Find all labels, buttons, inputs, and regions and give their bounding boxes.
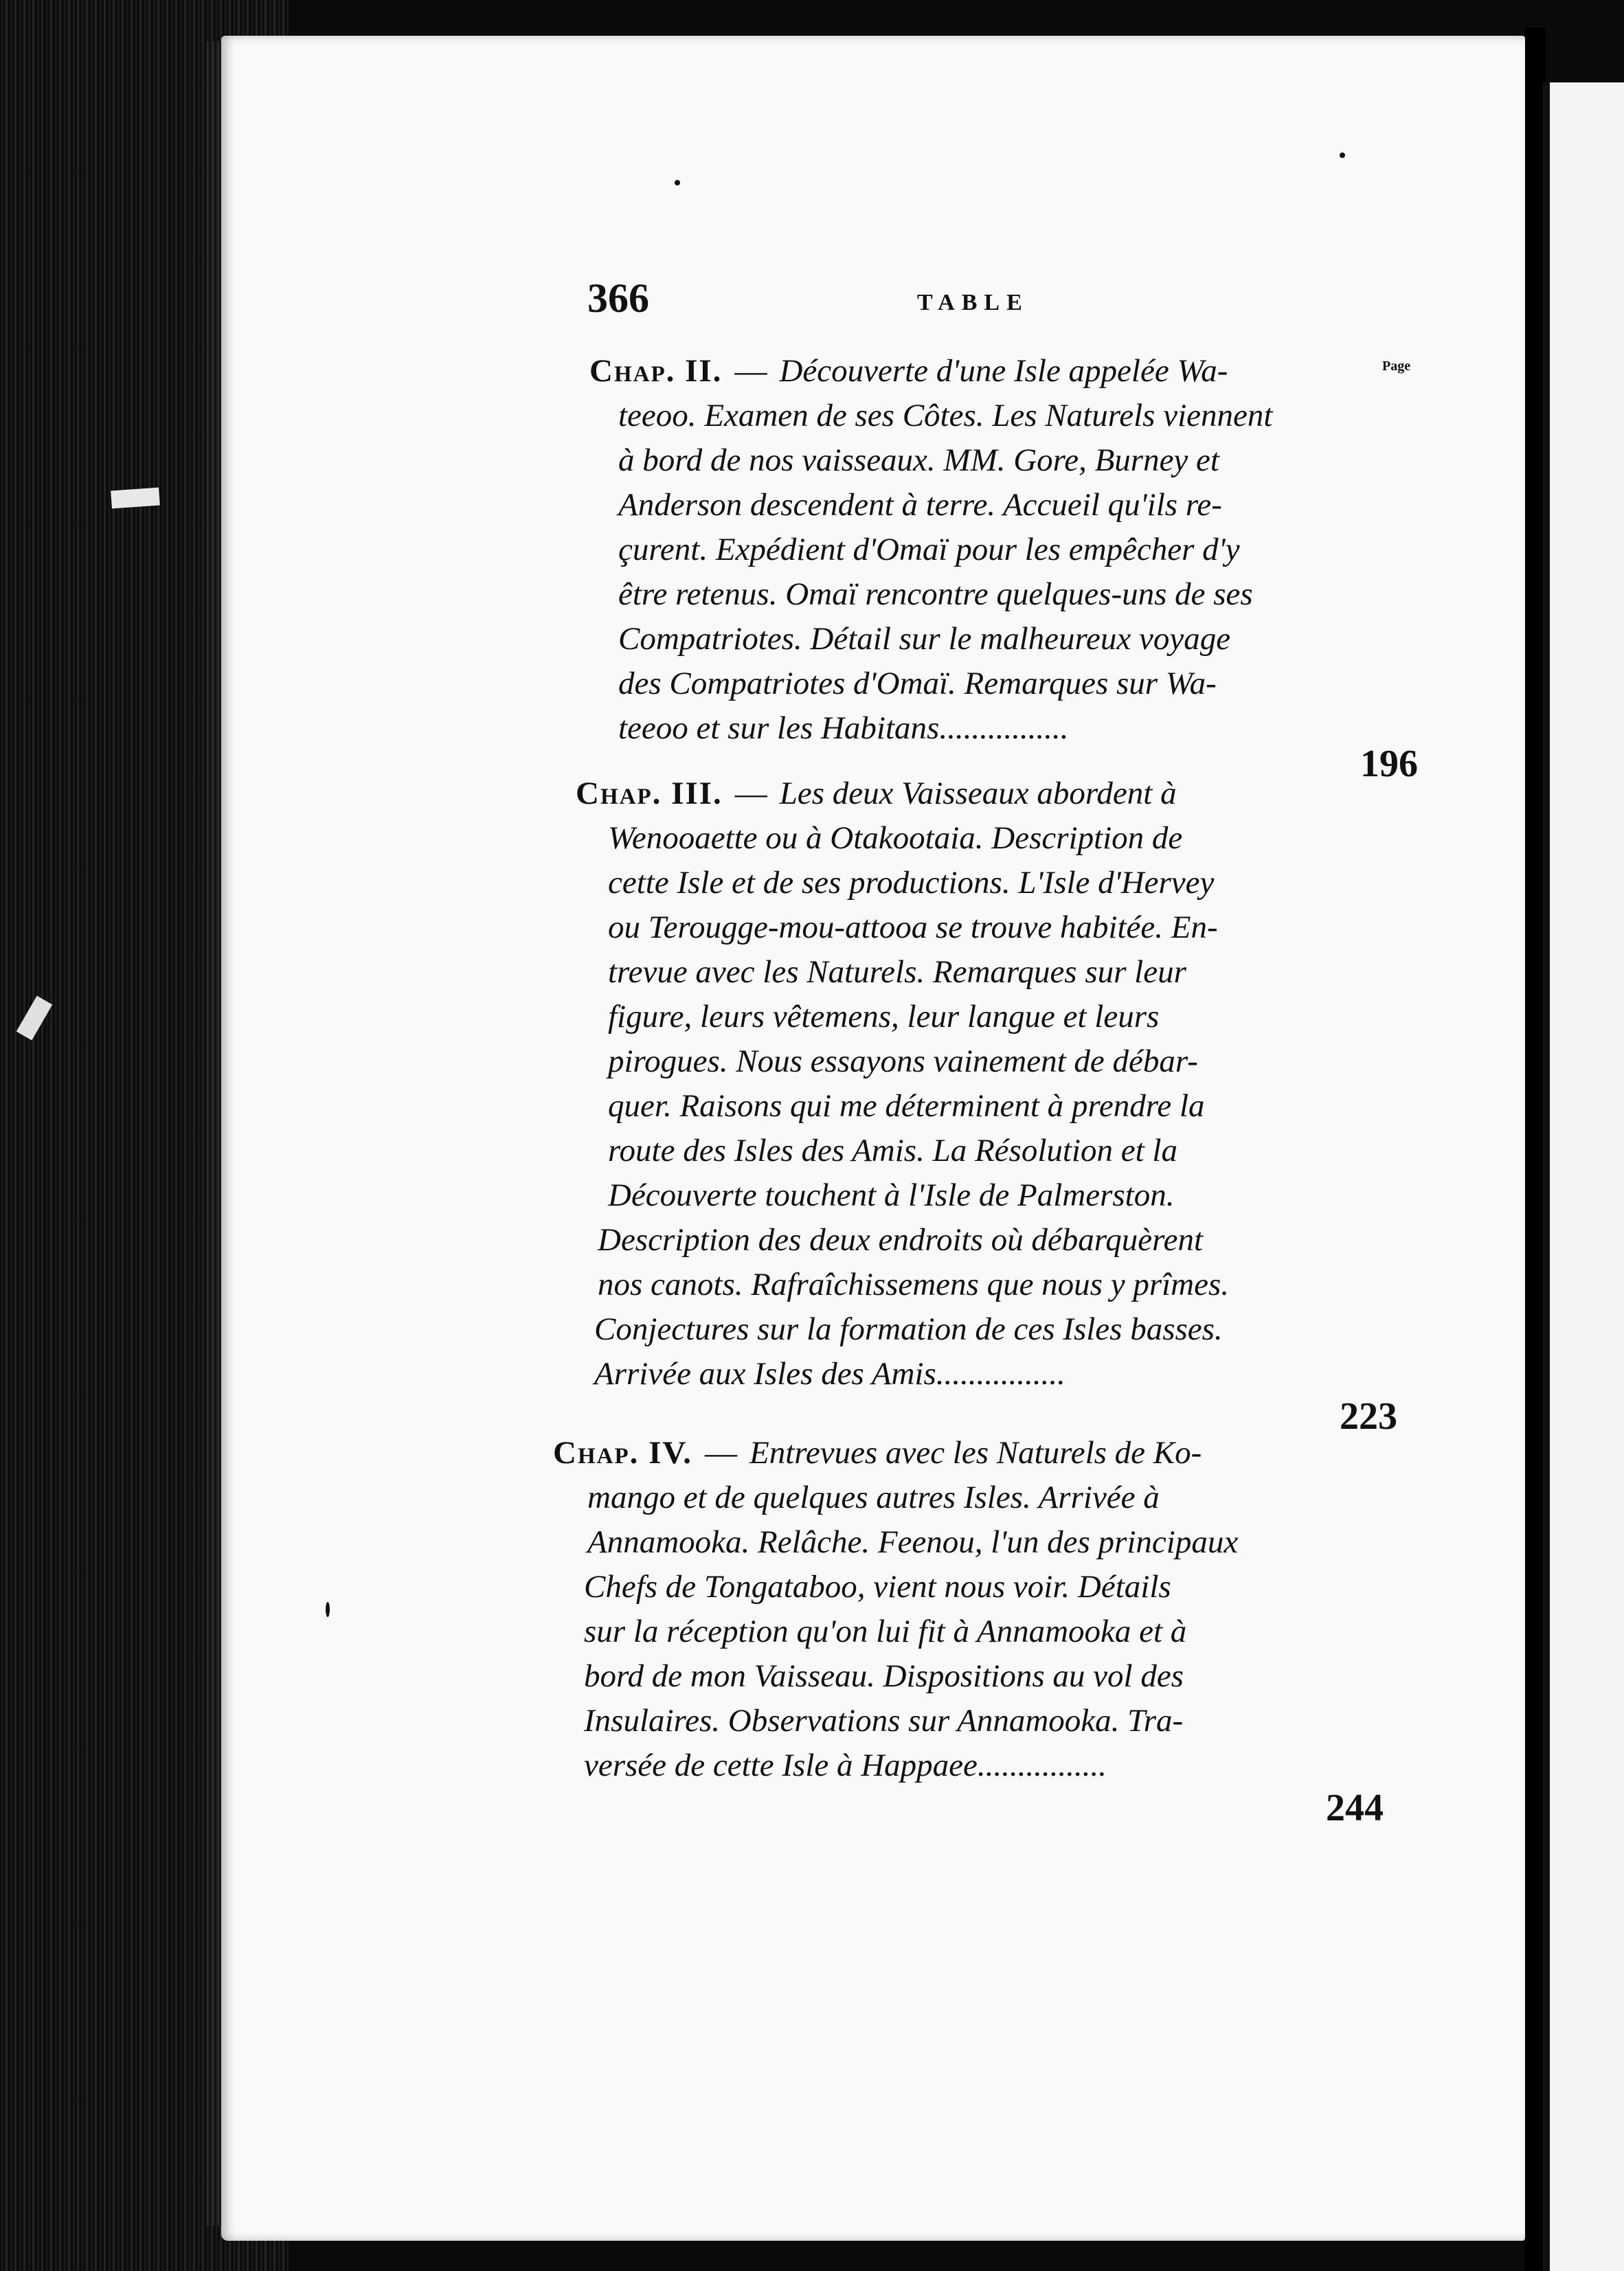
entry-line: teeoo et sur les Habitans................ — [618, 710, 1069, 746]
entry-line: Wenooaette ou à Otakootaia. Description de — [608, 820, 1183, 856]
entry-line: Chap. IV. — Entrevues avec les Naturels de Ko- — [553, 1435, 1202, 1471]
entry-line: ou Terougge-mou-attooa se trouve habitée. En- — [608, 909, 1218, 945]
entry-line: route des Isles des Amis. La Résolution et la — [608, 1133, 1177, 1168]
chapter-label: Chap. III. — [576, 776, 723, 811]
entry-line: être retenus. Omaï rencontre quelques-uns de ses — [618, 576, 1253, 612]
entry-line: Chap. III. — Les deux Vaisseaux abordent à — [576, 776, 1177, 811]
entry-line: Conjectures sur la formation de ces Isles basses. — [594, 1311, 1223, 1347]
entry-line: quer. Raisons qui me déterminent à prendre la — [608, 1088, 1205, 1124]
entry-line: mango et de quelques autres Isles. Arrivée à — [587, 1480, 1160, 1515]
page-ref: 196 — [1360, 743, 1418, 785]
entry-line: Chap. II. — Découverte d'une Isle appelée Wa- — [589, 353, 1228, 389]
dash: — — [734, 353, 767, 389]
dash: — — [734, 776, 767, 811]
page-number: 366 — [587, 275, 649, 321]
next-page-edge — [1543, 82, 1624, 2271]
entry-line: cette Isle et de ses productions. L'Isle d'Hervey — [608, 865, 1215, 901]
entry-line: Arrivée aux Isles des Amis................ — [594, 1356, 1065, 1392]
chapter-label: Chap. II. — [589, 353, 723, 389]
ink-speck — [1340, 152, 1345, 158]
entry-line: à bord de nos vaisseaux. MM. Gore, Burney et — [618, 442, 1219, 478]
entry-line: Description des deux endroits où débarquèrent — [598, 1222, 1204, 1258]
entry-line: figure, leurs vêtemens, leur langue et leurs — [608, 999, 1160, 1035]
entry-line: Anderson descendent à terre. Accueil qu'ils re- — [618, 487, 1222, 523]
paper-tear-mark — [111, 488, 160, 509]
leader-dots: ................ — [939, 710, 1069, 746]
page-ref: 244 — [1326, 1787, 1384, 1829]
entry-line: bord de mon Vaisseau. Dispositions au vol des — [584, 1658, 1184, 1694]
entry-line: Compatriotes. Détail sur le malheureux voyage — [618, 621, 1231, 657]
entry-line: trevue avec les Naturels. Remarques sur leur — [608, 954, 1186, 990]
ink-speck — [675, 180, 680, 185]
entry-line: sur la réception qu'on lui fit à Annamooka et à — [584, 1614, 1187, 1649]
entry-line: çurent. Expédient d'Omaï pour les empêcher d'y — [618, 532, 1240, 567]
ink-speck — [326, 1602, 330, 1617]
page-header — [587, 275, 1398, 330]
entry-line: Chefs de Tongataboo, vient nous voir. Détails — [584, 1569, 1171, 1605]
entry-line: Découverte touchent à l'Isle de Palmerston. — [608, 1177, 1175, 1213]
page-column-label: Page — [1382, 359, 1411, 374]
chapter-label: Chap. IV. — [553, 1435, 693, 1471]
running-title: TABLE — [917, 290, 1029, 315]
entry-line: des Compatriotes d'Omaï. Remarques sur Wa- — [618, 666, 1217, 701]
entry-line: Insulaires. Observations sur Annamooka. Tra- — [584, 1703, 1184, 1739]
entry-line: versée de cette Isle à Happaee................ — [584, 1748, 1107, 1783]
entry-line: nos canots. Rafraîchissemens que nous y prîmes. — [598, 1267, 1230, 1302]
page-ref: 223 — [1340, 1395, 1397, 1438]
entry-line: Annamooka. Relâche. Feenou, l'un des principaux — [587, 1524, 1239, 1560]
entry-line: teeoo. Examen de ses Côtes. Les Naturels viennent — [618, 398, 1273, 433]
entry-line: pirogues. Nous essayons vainement de débar- — [608, 1043, 1198, 1079]
leader-dots: ................ — [977, 1748, 1107, 1783]
leader-dots: ................ — [936, 1356, 1065, 1392]
dash: — — [705, 1435, 738, 1471]
